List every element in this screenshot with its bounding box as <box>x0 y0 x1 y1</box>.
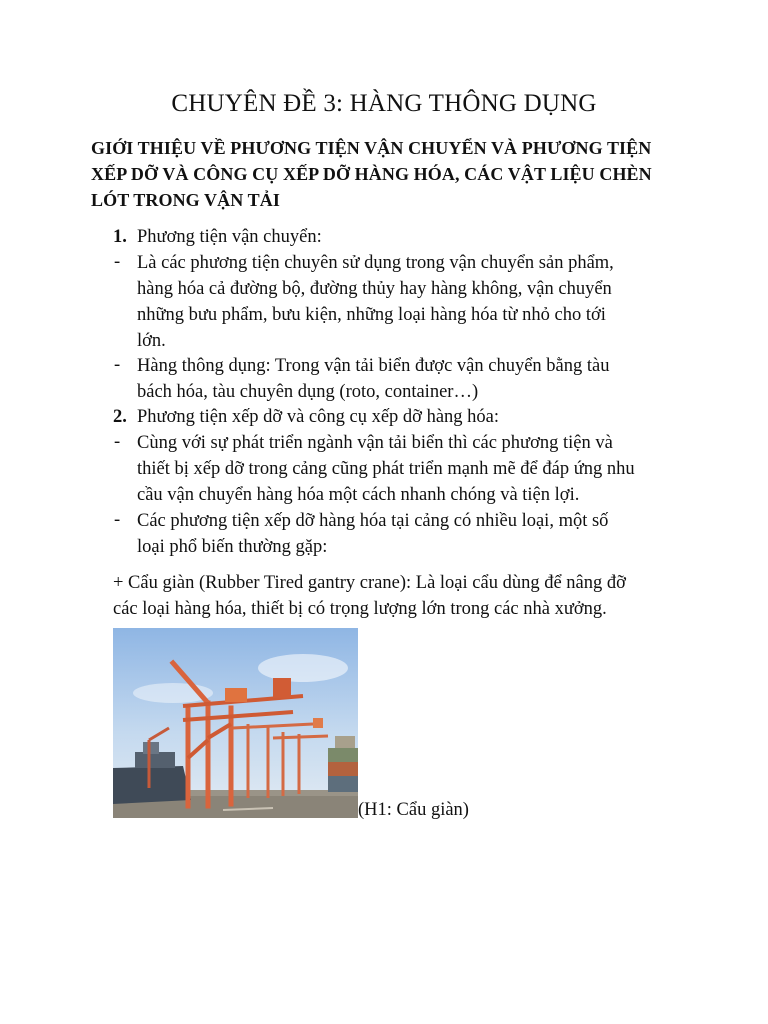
page-title: CHUYÊN ĐỀ 3: HÀNG THÔNG DỤNG <box>171 90 597 117</box>
section-1-bullet-2-line-2: bách hóa, tàu chuyên dụng (roto, container…) <box>137 382 479 402</box>
bullet-dash: - <box>114 355 121 375</box>
section-2-bullet-2-line-1: Các phương tiện xếp dỡ hàng hóa tại cảng có nhiều loại, một số <box>137 511 609 531</box>
bullet-dash: - <box>114 432 121 452</box>
section-2-bullet-1-line-2: thiết bị xếp dỡ trong cảng cũng phát triển mạnh mẽ để đáp ứng nhu <box>137 459 635 479</box>
section-2-number: 2. <box>113 407 127 427</box>
section-2-bullet-1-line-1: Cùng với sự phát triển ngành vận tải biển thì các phương tiện và <box>137 433 613 453</box>
figure-caption: (H1: Cẩu giàn) <box>358 800 469 820</box>
section-1-bullet-1-line-2: hàng hóa cả đường bộ, đường thủy hay hàng không, vận chuyển <box>137 279 612 299</box>
bullet-dash: - <box>114 252 121 272</box>
section-1-bullet-1-line-4: lớn. <box>137 331 166 351</box>
section-1-number: 1. <box>113 227 127 247</box>
section-1-bullet-1-line-1: Là các phương tiện chuyên sử dụng trong vận chuyển sản phẩm, <box>137 253 614 273</box>
section-2-bullet-2-line-2: loại phổ biến thường gặp: <box>137 537 328 557</box>
section-1-bullet-1-line-3: những bưu phẩm, bưu kiện, những loại hàng hóa từ nhỏ cho tới <box>137 305 606 325</box>
gantry-crane-photo <box>113 628 358 818</box>
bullet-dash: - <box>114 510 121 530</box>
paragraph-line-2: các loại hàng hóa, thiết bị có trọng lượng lớn trong các nhà xưởng. <box>113 599 607 619</box>
section-1-heading: Phương tiện vận chuyển: <box>137 227 322 247</box>
document-subtitle: GIỚI THIỆU VỀ PHƯƠNG TIỆN VẬN CHUYỂN VÀ PHƯƠNG TIỆN XẾP DỠ VÀ CÔNG CỤ XẾP DỠ HÀNG HÓA, CÁC VẬT LIỆU CHÈN LÓT TRONG VẬN TẢI <box>91 138 652 210</box>
section-1-bullet-2-line-1: Hàng thông dụng: Trong vận tải biển được vận chuyển bằng tàu <box>137 356 610 376</box>
section-2-heading: Phương tiện xếp dỡ và công cụ xếp dỡ hàng hóa: <box>137 407 500 427</box>
paragraph-line-1: + Cẩu giàn (Rubber Tired gantry crane): Là loại cẩu dùng để nâng đỡ <box>113 573 626 593</box>
section-2-bullet-1-line-3: cầu vận chuyển hàng hóa một cách nhanh chóng và tiện lợi. <box>137 485 580 505</box>
